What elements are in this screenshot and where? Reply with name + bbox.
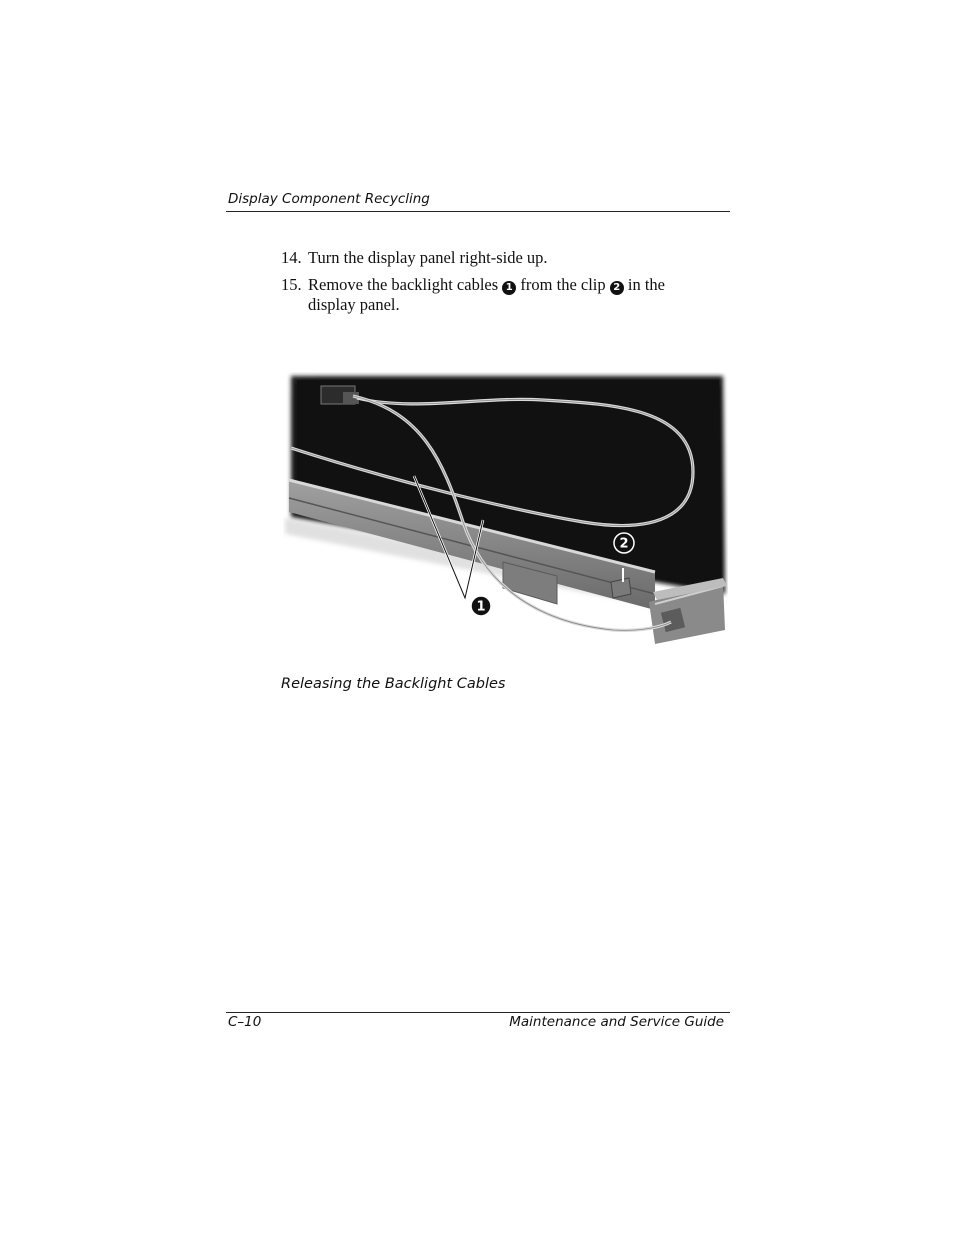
step-number: 15. bbox=[281, 275, 302, 294]
header-rule bbox=[226, 211, 730, 212]
callout-2-label: 2 bbox=[619, 536, 629, 552]
step-text-part: from the clip bbox=[520, 275, 606, 294]
callout-1-label: 1 bbox=[476, 599, 486, 615]
procedure-steps bbox=[281, 248, 711, 322]
callout-1-icon: 1 bbox=[502, 281, 516, 295]
page-number: C–10 bbox=[228, 1014, 262, 1030]
step-text-part: in the display panel. bbox=[308, 275, 666, 314]
cable-clip bbox=[611, 578, 631, 598]
step-text: Turn the display panel right-side up. bbox=[308, 248, 548, 267]
step-15 bbox=[281, 275, 711, 315]
step-text bbox=[308, 275, 711, 315]
step-number: 14. bbox=[281, 248, 302, 267]
footer-rule bbox=[226, 1012, 730, 1013]
figure-caption: Releasing the Backlight Cables bbox=[281, 676, 506, 692]
step-14 bbox=[281, 248, 711, 268]
backlight-cables-illustration bbox=[283, 372, 728, 644]
callout-2-icon: 2 bbox=[610, 281, 624, 295]
step-text-part: Remove the backlight cables bbox=[308, 275, 499, 294]
running-header: Display Component Recycling bbox=[228, 191, 430, 207]
guide-title: Maintenance and Service Guide bbox=[509, 1014, 724, 1030]
